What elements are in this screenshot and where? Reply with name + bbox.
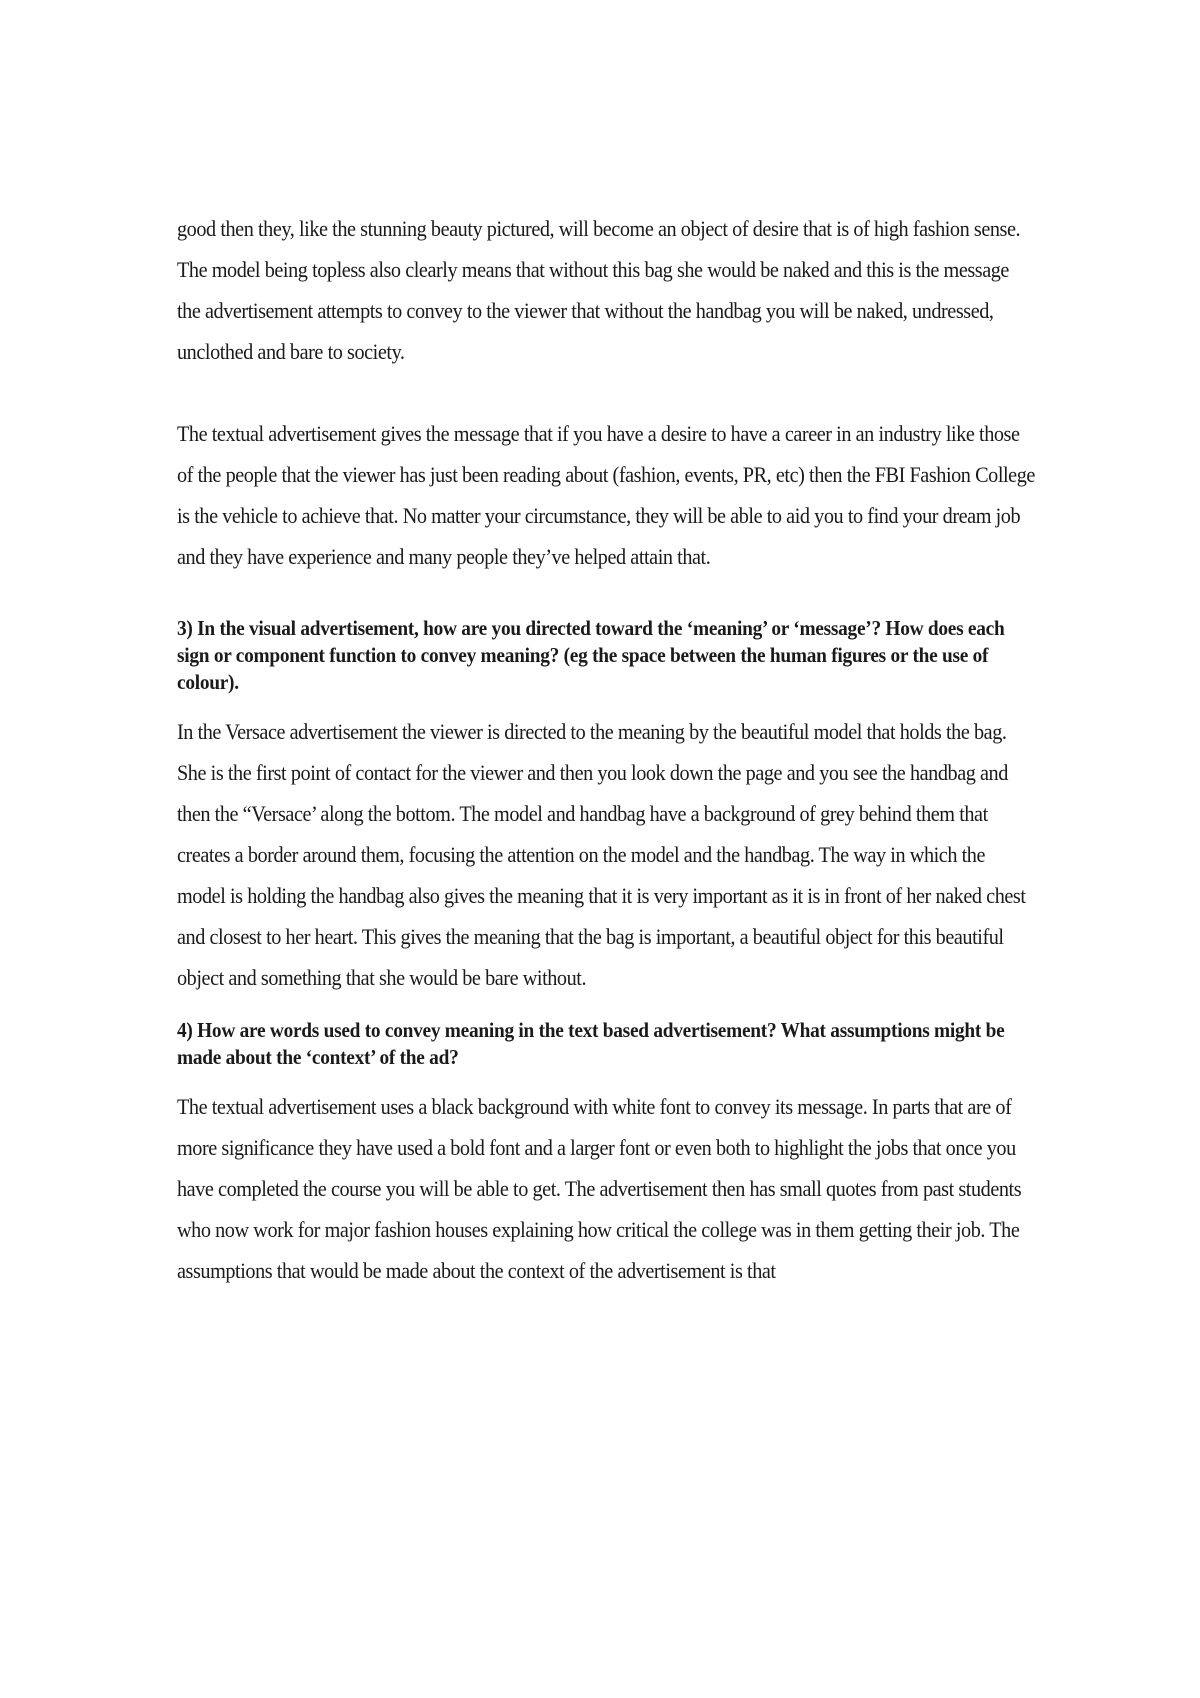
paragraph-spacer — [177, 372, 1037, 413]
heading-spacer — [177, 577, 1037, 596]
question-3-heading: 3) In the visual advertisement, how are you directed toward the ‘meaning’ or ‘message’? How does each sign or component function to convey meaning? (eg the space between the human figures or the use of colour). — [177, 616, 1005, 694]
question-4-heading: 4) How are words used to convey meaning in the text based advertisement? What assumptions might be made about the ‘context’ of the ad? — [177, 1018, 1005, 1069]
heading-spacer — [177, 998, 1037, 1017]
heading-spacer — [177, 696, 1037, 711]
paragraph-textual-ad-message: The textual advertisement gives the message that if you have a desire to have a career in an industry like those of the people that the viewer has just been reading about (fashion, events, PR, etc) then the FBI Fashion College is the vehicle to achieve that. No matter your circumstance, they will be able to aid you to find your dream job and they have experience and many people they’ve helped attain that. — [177, 421, 1035, 569]
heading-spacer — [177, 1071, 1037, 1086]
document-body — [177, 208, 1037, 1291]
heading-spacer — [177, 596, 1037, 615]
paragraph-textual-ad-words: The textual advertisement uses a black background with white font to convey its message. In parts that are of more significance they have used a bold font and a larger font or even both to highlight the jobs that once you have completed the course you will be able to get. The advertisement then has small quotes from past students who now work for major fashion houses explaining how critical the college was in them getting their job. The assumptions that would be made about the context of the advertisement is that — [177, 1094, 1022, 1283]
paragraph-model-desire: good then they, like the stunning beauty pictured, will become an object of desire that is of high fashion sense. The model being topless also clearly means that without this bag she would be naked and this is the message the advertisement attempts to convey to the viewer that without the handbag you will be naked, undressed, unclothed and bare to society. — [177, 216, 1021, 364]
paragraph-versace-meaning: In the Versace advertisement the viewer is directed to the meaning by the beautiful model that holds the bag. She is the first point of contact for the viewer and then you look down the page and you see the handbag and then the “Versace’ along the bottom. The model and handbag have a background of grey behind them that creates a border around them, focusing the attention on the model and the handbag. The way in which the model is holding the handbag also gives the meaning that it is very important as it is in front of her naked chest and closest to her heart. This gives the meaning that the bag is important, a beautiful object for this beautiful object and something that she would be bare without. — [177, 719, 1026, 990]
